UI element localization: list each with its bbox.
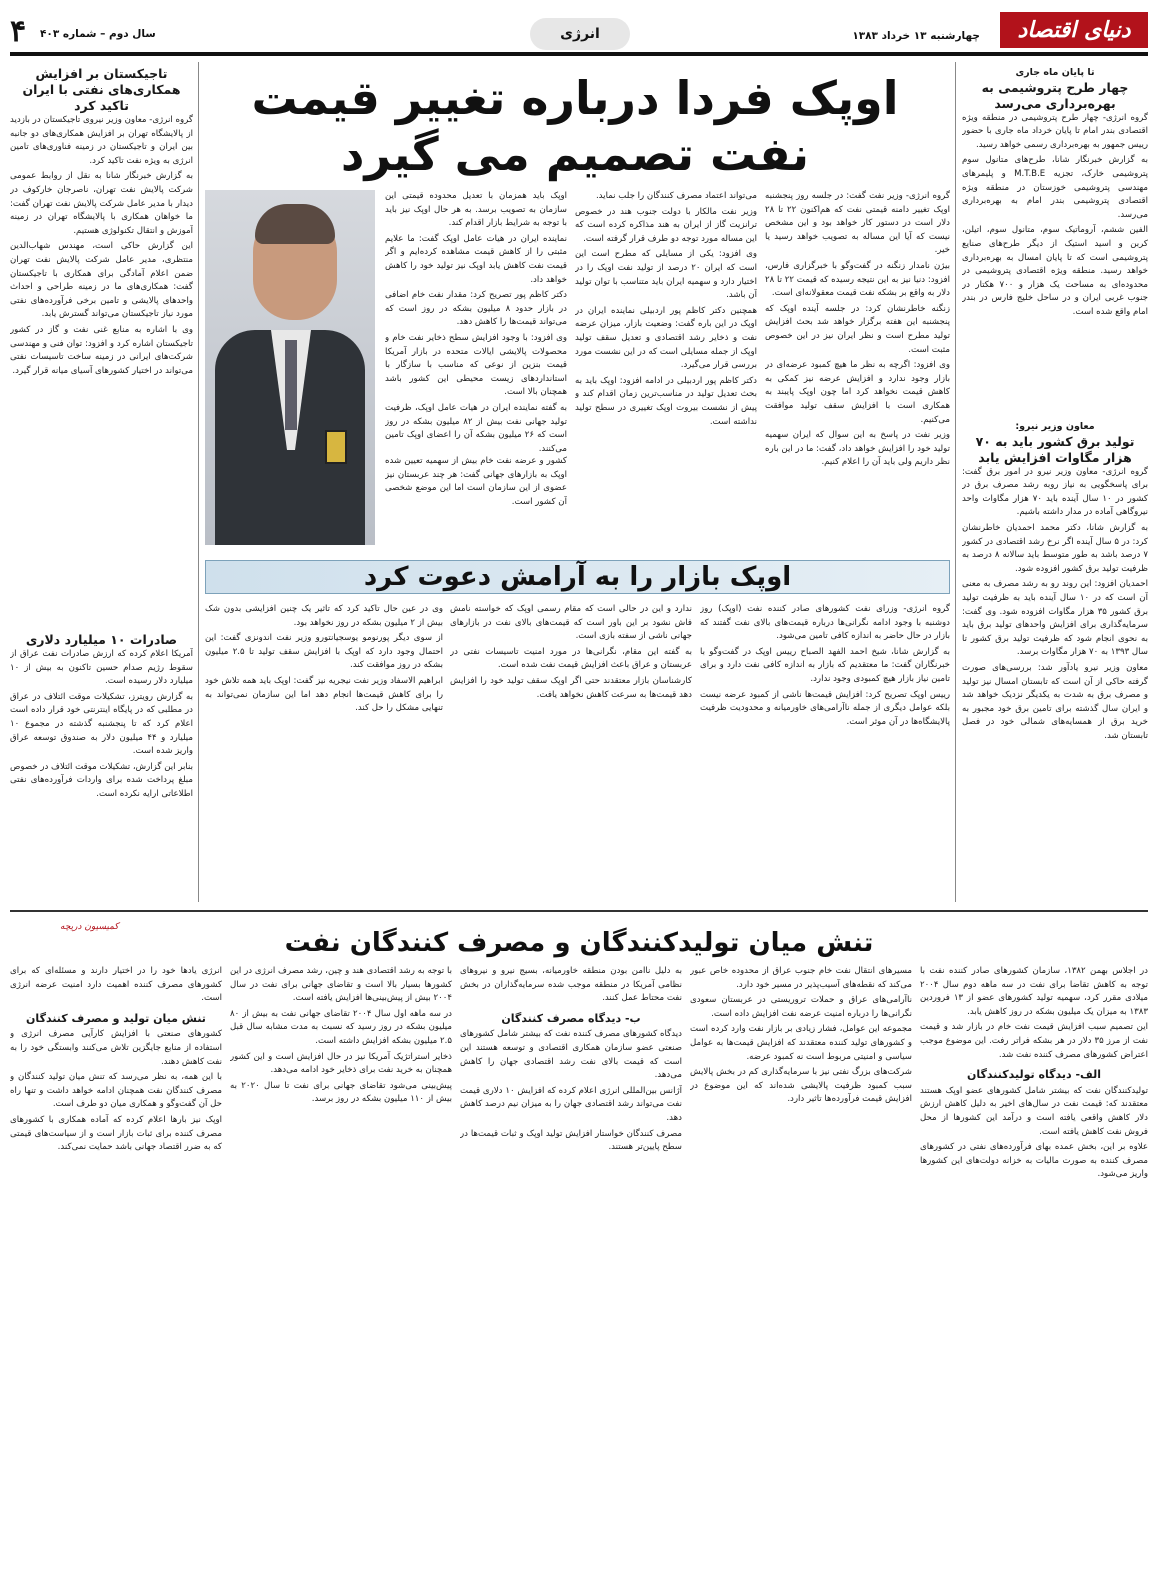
paragraph: شرکت‌های بزرگ نفتی نیز با سرمایه‌گذاری کم در بخش پالایش سبب کمبود ظرفیت پالایشی شده‌اند که این موضوع در افزایش قیمت فرآورده‌ها تاثیر دارد. [690, 1067, 912, 1105]
right-article-1 [962, 66, 1148, 411]
paragraph: مجموعه این عوامل، فشار زیادی بر بازار نفت وارد کرده است و کشورهای تولید کننده معتقدند که افزایش قیمت‌ها به عوامل سیاسی و امنیتی مربوط است نه کمبود عرضه. [690, 1024, 912, 1062]
paragraph: می‌تواند اعتماد مصرف کنندگان را جلب نماید. [595, 191, 757, 201]
paragraph: گروه انرژی- معاون وزیر نیرو در امور برق گفت: برای پاسخگویی به نیاز روبه رشد مصرف برق در کشور در ۱۰ سال آینده باید ۷۰ هزار مگاوات واحد نیروگاهی آماده در مدار داشته باشیم. [962, 466, 1148, 518]
paragraph: با این همه، به نظر می‌رسد که تنش میان تولید کنندگان و مصرف کنندگان نفت همچنان ادامه خواهد داشت و تنها راه حل آن گفت‌وگو و همکاری میان دو طرف است. [10, 1072, 222, 1110]
photo-tie-shape [285, 340, 297, 430]
bottom-article-col-2 [690, 965, 912, 1585]
paragraph: به گزارش خبرنگار شانا به نقل از روابط عمومی شرکت پالایش نفت تهران، ناصرجان خارکوف در دیدار با مدیر عامل شرکت پالایش نفت تهران گفت: ما خواهان همکاری با پالایشگاه تهران در زمینه آموزش و انتقال تکنولوژی هستیم. [10, 171, 193, 236]
paragraph: دکتر کاظم پور اردبیلی در ادامه افزود: اوپک باید به بحث تعدیل تولید در مناسب‌ترین زمان اقدام کند و پیش از نشست بیروت اوپک تغییری در سطح تولید نداشته است. [575, 375, 757, 427]
paragraph: به گفته این مقام، نگرانی‌ها در مورد امنیت تاسیسات نفتی در عربستان و عراق باعث افزایش قیمت نفت شده است. [450, 646, 692, 671]
paragraph: مسیرهای انتقال نفت خام جنوب عراق از محدوده خاص عبور می‌کند که نقطه‌های آسیب‌پذیر در مسیر خود دارد. [690, 966, 912, 990]
paragraph: به گزارش خبرنگار شانا، طرح‌های متانول سوم پتروشیمی خارک، تجزیه M.T.B.E و پلیمرهای مهندسی پتروشیمی خوزستان در منطقه ویژه اقتصادی پتروشیمی بندر امام به بهره‌برداری می‌رسد. [962, 155, 1148, 220]
paragraph: وی افزود: اگرچه به نظر ما هیچ کمبود عرضه‌ای در بازار وجود ندارد و افزایش عرضه نیز کمکی به کاهش قیمت نخواهد کرد اما چون اوپک پایبند به همکاری است با افزایش سقف تولید موافقت می‌کنیم. [765, 360, 950, 425]
article-title: تولید برق کشور باید به ۷۰ هزار مگاوات افزایش یابد [975, 433, 1135, 465]
opec-band-headline: اوپک بازار را به آرامش دعوت کرد [205, 560, 950, 594]
issue-label: سال دوم – شماره ۴۰۳ [40, 28, 156, 40]
paragraph: به گزارش شانا، دکتر محمد احمدیان خاطرنشان کرد: در ۵ سال آینده اگر نرخ رشد اقتصادی در کشور ۷ درصد باشد به طور متوسط باید سالانه ۸ درصد به ظرفیت تولید برق کشور افزوده شود. [962, 522, 1148, 574]
section-divider [10, 910, 1148, 912]
paragraph: گروه انرژی- چهار طرح پتروشیمی در منطقه ویژه اقتصادی بندر امام تا پایان خرداد ماه جاری با حضور رییس جمهور به بهره‌برداری رسمی خواهد رسید. [962, 112, 1148, 150]
subheading: الف- دیدگاه تولیدکنندگان [966, 1068, 1102, 1082]
paragraph: گروه انرژی- معاون وزیر نیروی تاجیکستان در بازدید از پالایشگاه تهران بر افزایش همکاری‌های دو جانبه بین ایران و تاجیکستان در زمینه فناوری‌های تامین انرژی به ویژه نفت تاکید کرد. [10, 115, 193, 166]
header-rule [10, 52, 1148, 56]
photo-badge-shape [325, 430, 347, 464]
paragraph: تولیدکنندگان نفت که بیشتر شامل کشورهای عضو اوپک هستند معتقدند که: قیمت نفت در سال‌های اخیر به دلیل کاهش ارزش دلار کاهش واقعی یافته است و درآمد این کشورها از محل فروش نفت کاهش یافته است. [920, 1085, 1148, 1137]
paragraph: کشورهای صنعتی با افزایش کارآیی مصرف انرژی و استفاده از منابع جایگزین تلاش می‌کنند وابستگی خود را به نفت کاهش دهند. [10, 1029, 222, 1067]
paragraph: احمدیان افزود: این روند رو به رشد مصرف به معنی آن است که در ۱۰ سال آینده باید به ظرفیت تولید برق کشور ۳۵ هزار مگاوات افزوده شود. وی گفت: سرمایه‌گذاری برای افزایش واحدهای تولید برق باید به نحوی انجام شود که ظرفیت تولید برق کشور تا سال ۱۳۹۳ به ۷۰ هزار مگاوات برسد. [962, 579, 1148, 658]
paragraph: وی افزود: یکی از مسایلی که مطرح است این است که ایران ۲۰ درصد از تولید نفت اوپک را در اختیار دارد و سهمیه ایران باید متناسب با توان تولید آن باشد. [575, 249, 757, 301]
paragraph: در اجلاس بهمن ۱۳۸۲، سازمان کشورهای صادر کننده نفت با توجه به کاهش تقاضا برای نفت در سه ماهه دوم سال ۲۰۰۴ میلادی مقرر کرد، سهمیه تولید کشورهای عضو از ۱۳ فروردین ۱۳۸۳ به میزان یک میلیون بشکه در روز کاهش یابد. [920, 966, 1148, 1017]
left-article-1 [10, 66, 193, 626]
section-tab: انرژی [530, 18, 630, 50]
right-article-2 [962, 420, 1148, 902]
paragraph: پیش‌بینی می‌شود تقاضای جهانی برای نفت تا سال ۲۰۲۰ به بیش از ۱۱۰ میلیون بشکه در روز برسد. [230, 1080, 452, 1105]
paragraph: زنگنه خاطرنشان کرد: در جلسه آینده اوپک که پنجشنبه این هفته برگزار خواهد شد بحث افزایش تولید مطرح است و نظر ایران نیز در این خصوص مثبت است. [765, 303, 950, 355]
band-article-col-2 [450, 603, 692, 898]
main-article-col-1 [765, 190, 950, 550]
paragraph: وی در عین حال تاکید کرد که تاثیر یک چنین افزایشی بدون شک بیش از ۲ میلیون بشکه در روز نخواهد بود. [205, 604, 443, 628]
paragraph: رییس اوپک تصریح کرد: افزایش قیمت‌ها ناشی از کمبود عرضه نیست بلکه عوامل دیگری از جمله ناآرامی‌های خاورمیانه و محدودیت ظرفیت پالایشگاه‌ها در آن موثر است. [700, 689, 950, 727]
paragraph: این گزارش حاکی است، مهندس شهاب‌الدین منتظری، مدیر عامل شرکت پالایش نفت تهران ضمن اعلام آمادگی برای همکاری با تاجیکستان گفت: همکاری‌های ما در زمینه طراحی و احداث واحدهای پالایشی و تامین برخی فرآورده‌های نفتی مورد نیاز تاجیکستان می‌تواند گسترش یابد. [10, 241, 193, 320]
paragraph: کارشناسان بازار معتقدند حتی اگر اوپک سقف تولید خود را افزایش دهد قیمت‌ها به سرعت کاهش نخواهد یافت. [450, 675, 692, 700]
paragraph: به گزارش شانا، شیخ احمد الفهد الصباح رییس اوپک در گفت‌وگو با خبرنگاران گفت: ما معتقدیم که بازار به اندازه کافی نفت دارد و برای تامین نیاز بازار هیچ کمبودی وجود ندارد. [700, 646, 950, 684]
article-title: چهار طرح پتروشیمی به بهره‌برداری می‌رسد [981, 79, 1129, 111]
main-article-col-4 [385, 455, 567, 550]
paragraph: نماینده ایران در هیات عامل اوپک گفت: ما علایم مثبتی را از کاهش قیمت مشاهده کرده‌ایم و اگر قیمت نفت کاهش یابد اوپک نیز تولید خود را کاهش خواهد داد. [385, 233, 567, 285]
paragraph: علاوه بر این، بخش عمده بهای فرآورده‌های نفتی در کشورهای مصرف کننده به صورت مالیات به خزانه دولت‌های این کشورها واریز می‌شود. [920, 1142, 1148, 1180]
photo-hair-shape [255, 204, 335, 244]
page-number: ۴ [10, 14, 27, 49]
paragraph: مصرف کنندگان خواستار افزایش تولید اوپک و ثبات قیمت‌ها در سطح پایین‌تر هستند. [460, 1128, 682, 1153]
left-article-2 [10, 632, 193, 902]
paragraph: به دلیل ناامن بودن منطقه خاورمیانه، بسیج نیرو و نیروهای نظامی آمریکا در منطقه موجب شده سرمایه‌گذاران در بخش نفت محتاط عمل کنند. [460, 966, 682, 1004]
band-article-col-3 [205, 603, 443, 898]
paragraph: بنابر این گزارش، تشکیلات موقت ائتلاف در خصوص مبلغ پرداخت شده برای واردات فرآورده‌های نفتی اطلاعاتی ارایه نکرده است. [10, 761, 193, 799]
section-kicker: کمیسیون دریچه [60, 922, 119, 932]
paragraph: همچنین دکتر کاظم پور اردبیلی نماینده ایران در اوپک در این باره گفت: وضعیت بازار، میزان عرضه نفت و ذخایر رشد اقتصادی و تعدیل سقف تولید اوپک از جمله مسایلی است که در این نشست مورد بررسی قرار می‌گیرد. [575, 305, 757, 371]
newspaper-logo: دنیای اقتصاد [1000, 12, 1148, 48]
paragraph: به گزارش رویترز، تشکیلات موقت ائتلاف در عراق در مطلبی که در پایگاه اینترنتی خود قرار داده است اعلام کرد که تا پنجشنبه گذشته در مجموع ۱۰ میلیارد و ۴۴ میلیون دلار به صندوق توسعه عراق واریز شده است. [10, 691, 193, 757]
paragraph: ندارد و این در حالی است که مقام رسمی اوپک که خواسته نامش فاش نشود بر این باور است که قیمت‌های بالای نفت در بازارهای جهانی ناشی از سفته بازی است. [450, 604, 692, 642]
column-divider [955, 62, 956, 902]
paragraph: به گفته نماینده ایران در هیات عامل اوپک، ظرفیت تولید جهانی نفت بیش از ۸۲ میلیون بشکه در روز است که ۲۶ میلیون بشکه آن را اعضای اوپک تامین می‌کنند. [385, 402, 567, 454]
date-label: چهارشنبه ۱۳ خرداد ۱۳۸۳ [852, 30, 980, 42]
paragraph: بیژن نامدار زنگنه در گفت‌وگو با خبرگزاری فارس، افزود: دنیا نیز به این نتیجه رسیده که قیمت ۲۲ تا ۲۸ دلار به واقع بر بشکه نفت قیمت معقولانه‌ای است. [765, 260, 950, 299]
paragraph: ذخایر استراتژیک آمریکا نیز در حال افزایش است و این کشور همچنان به خرید نفت برای ذخایر خود ادامه می‌دهد. [230, 1051, 452, 1076]
paragraph: اوپک نیز بارها اعلام کرده که آماده همکاری با کشورهای مصرف کننده برای ثبات بازار است و از سیاست‌های قیمتی که به ضرر اقتصاد جهانی باشد حمایت نمی‌کند. [10, 1114, 222, 1153]
subheading: ب- دیدگاه مصرف کنندگان [501, 1011, 641, 1025]
paragraph: الفین ششم، آروماتیک سوم، متانول سوم، اتیلن، کربن و اسید استیک از دیگر طرح‌های صنایع پتروشیمی است که تا پایان امسال به بهره‌برداری خواهد رسید. منطقه ویژه اقتصادی پتروشیمی در محدوده‌ای به مساحت یک هزار و ۷۰۰ هکتار در جنوب غربی ایران و در ساحل خلیج فارس در بندر امام واقع شده است. [962, 225, 1148, 317]
paragraph: گروه انرژی- وزیر نفت گفت: در جلسه روز پنجشنبه اوپک تغییر دامنه قیمتی نفت که هم‌اکنون ۲۲ تا ۲۸ دلار است در دستور کار خواهد بود و این مشخص نیست که آیا این مساله به تصویب خواهد رسید یا خیر. [765, 191, 950, 256]
band-article-col-1 [700, 603, 950, 898]
article-title: صادرات ۱۰ میلیارد دلاری [25, 632, 178, 647]
paragraph: گروه انرژی- وزرای نفت کشورهای صادر کننده نفت (اوپک) روز دوشنبه با وجود ادامه نگرانی‌ها درباره قیمت‌های بالای نفت گفتند که بازار در حال حاضر به اندازه کافی تامین می‌شود. [700, 604, 950, 642]
minister-photo [205, 190, 375, 545]
paragraph: کشور و عرضه نفت خام بیش از سهمیه تعیین شده اوپک به بازارهای جهانی گفت: هر چند عربستان نیز عضوی از این سازمان است اما این موضع شخصی آن کشور است. [385, 456, 567, 507]
paragraph: وی افزود: با وجود افزایش سطح ذخایر نفت خام و محصولات پالایشی ایالات متحده در بازار آمریکا قیمت بنزین از نوعی که مناسب با سازگار با استانداردهای زیست محیطی این کشور باشد همچنان بالا است. [385, 332, 567, 398]
article-title: تاجیکستان بر افزایش همکاری‌های نفتی با ایران تاکید کرد [22, 66, 181, 113]
bottom-article-col-3 [460, 965, 682, 1585]
article-kicker: تا پایان ماه جاری [1015, 67, 1095, 78]
paragraph: معاون وزیر نیرو یادآور شد: بررسی‌های صورت گرفته حاکی از آن است که تابستان امسال نیز تولید و مصرف برق به شدت به یکدیگر نزدیک خواهد شد و ایران سال گذشته برای تامین برق خود مجبور به خرید برق از همسایه‌های شمالی خود در فصل تابستان شد. [962, 662, 1148, 741]
bottom-article-col-4 [230, 965, 452, 1585]
paragraph: وزیر نفت در پاسخ به این سوال که ایران سهمیه تولید خود را افزایش خواهد داد، گفت: ما در این باره نظر داریم ولی باید آن را اعلام کنیم. [765, 430, 950, 468]
paragraph: دیدگاه کشورهای مصرف کننده نفت که بیشتر شامل کشورهای صنعتی عضو سازمان همکاری اقتصادی و توسعه هستند این است که قیمت بالای نفت رشد اقتصادی جهان را کاهش می‌دهد. [460, 1029, 682, 1081]
bottom-article-col-5 [10, 965, 222, 1585]
bottom-article-col-1 [920, 965, 1148, 1585]
bottom-headline: تنش میان تولیدکنندگان و مصرف کنندگان نفت [284, 928, 874, 958]
column-divider [198, 62, 199, 902]
paragraph: دکتر کاظم پور تصریح کرد: مقدار نفت خام اضافی در بازار حدود ۸ میلیون بشکه در روز است که می‌تواند قیمت‌ها را کاهش دهد. [385, 290, 567, 328]
article-kicker: معاون وزیر نیرو: [1015, 421, 1095, 432]
paragraph: آژانس بین‌المللی انرژی اعلام کرده که افزایش ۱۰ دلاری قیمت نفت می‌تواند رشد اقتصادی جهان را به میزان نیم درصد کاهش دهد. [460, 1085, 682, 1123]
paragraph: اوپک باید همزمان با تعدیل محدوده قیمتی این سازمان به تصویب برسد. به هر حال اوپک نیز باید با توجه به شرایط بازار اقدام کند. [385, 191, 567, 229]
paragraph: ابراهیم الاسفاد وزیر نفت نیجریه نیز گفت: اوپک باید همه تلاش خود را برای کاهش قیمت‌ها انجام دهد اما این سازمان نمی‌تواند به تنهایی مشکل را حل کند. [205, 675, 443, 714]
paragraph: انرژی یاد‌ها خود را در اختیار دارند و مسئله‌ای که برای کشورهای مصرف کننده اهمیت دارد امنیت عرضه انرژی است. [10, 966, 222, 1004]
paragraph: آمریکا اعلام کرده که ارزش صادرات نفت عراق از سقوط رژیم صدام حسین تاکنون به بیش از ۱۰ میلیارد دلار رسیده است. [10, 649, 193, 687]
main-headline: اوپک فردا درباره تغییر قیمت نفت تصمیم می گیرد [251, 71, 899, 181]
paragraph: ناآرامی‌های عراق و حملات تروریستی در عربستان سعودی نگرانی‌ها را درباره امنیت عرضه نفت افزایش داده است. [690, 995, 912, 1019]
paragraph: با توجه به رشد اقتصادی هند و چین، رشد مصرف انرژی در این کشورها بسیار بالا است و تقاضای جهانی برای نفت در سال ۲۰۰۴ بیش از پیش‌بینی‌ها افزایش یافته است. [230, 966, 452, 1004]
paragraph: این تصمیم سبب افزایش قیمت نفت خام در بازار شد و قیمت نفت از مرز ۳۵ دلار در هر بشکه فراتر رفت. این موضوع موجب اعتراض کشورهای مصرف کننده نفت شد. [920, 1022, 1148, 1060]
main-article-col-2 [575, 190, 757, 550]
paragraph: وی با اشاره به منابع غنی نفت و گاز در کشور تاجیکستان اشاره کرد و افزود: توان فنی و مهندسی شرکت‌های ایرانی در زمینه ساخت تاسیسات نفتی می‌تواند در اختیار کشورهای آسیای میانه قرار گیرد. [10, 324, 193, 376]
paragraph: از سوی دیگر پورنومو یوسجیانتورو وزیر نفت اندونزی گفت: این احتمال وجود دارد که اوپک با افزایش سقف تولید تا ۲.۵ میلیون بشکه در روز موافقت کند. [205, 633, 443, 671]
paragraph: وزیر نفت مالکار با دولت جنوب هند در خصوص ترانزیت گاز از ایران به هند مذاکره کرده است که این مساله مورد توجه دو طرف قرار گرفته است. [575, 206, 757, 244]
subheading: تنش میان تولید و مصرف کنندگان [26, 1011, 206, 1025]
paragraph: در سه ماهه اول سال ۲۰۰۴ تقاضای جهانی نفت به بیش از ۸۰ میلیون بشکه در روز رسید که نسبت به مدت مشابه سال قبل ۲.۵ میلیون بشکه افزایش داشته است. [230, 1008, 452, 1046]
